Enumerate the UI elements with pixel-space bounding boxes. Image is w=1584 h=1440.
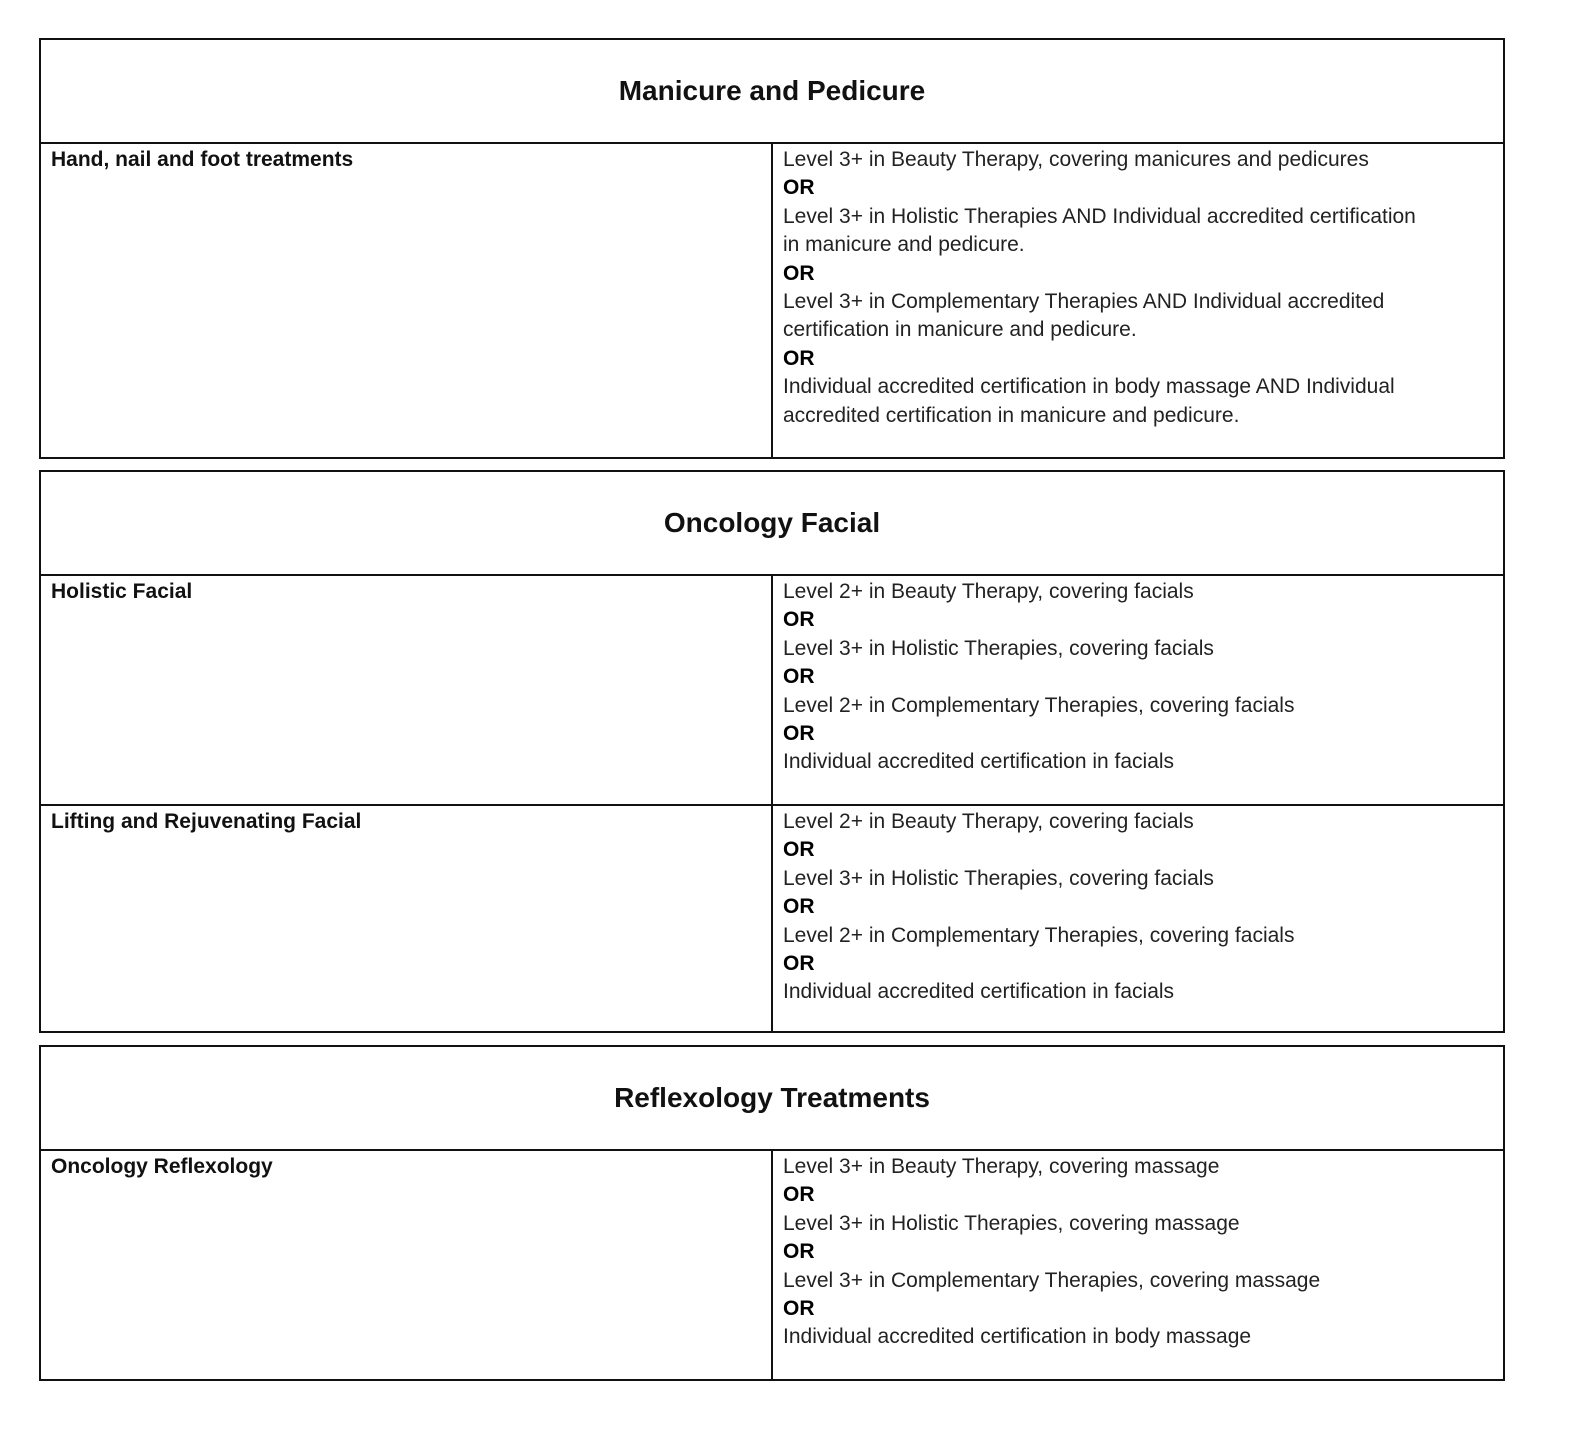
or-separator: OR (783, 952, 815, 976)
treatment-name: Holistic Facial (41, 576, 773, 804)
requirement-text: Level 2+ in Beauty Therapy, covering facials (783, 580, 1194, 603)
or-separator: OR (783, 261, 815, 285)
requirement-text: Level 3+ in Holistic Therapies, covering massage (783, 1211, 1240, 1235)
or-separator: OR (783, 1297, 815, 1321)
requirement-text: Level 3+ in Beauty Therapy, covering massage (783, 1155, 1220, 1178)
or-separator: OR (783, 665, 815, 689)
table-reflexology-treatments (39, 1045, 1505, 1381)
or-separator: OR (783, 1240, 815, 1264)
section-title: Reflexology Treatments (41, 1047, 1503, 1151)
requirement-text: Individual accredited certification in body massage AND Individual (783, 375, 1395, 399)
requirement-text: Level 2+ in Complementary Therapies, covering facials (783, 693, 1295, 717)
or-separator: OR (783, 1183, 815, 1207)
requirement-text: Level 3+ in Holistic Therapies, covering facials (783, 636, 1214, 660)
requirement-text: Level 3+ in Holistic Therapies AND Individual accredited certification (783, 204, 1416, 228)
requirement-text: Individual accredited certification in facials (783, 750, 1175, 774)
section-title: Manicure and Pedicure (41, 40, 1503, 144)
treatment-name: Hand, nail and foot treatments (41, 144, 773, 457)
requirement-text: Level 2+ in Complementary Therapies, covering facials (783, 923, 1295, 947)
requirement-text: Level 3+ in Holistic Therapies, covering facials (783, 866, 1214, 890)
treatment-name: Oncology Reflexology (41, 1151, 773, 1379)
table-row (41, 804, 1503, 1031)
treatment-name: Lifting and Rejuvenating Facial (41, 806, 773, 1031)
table-row (41, 576, 1503, 804)
or-separator: OR (783, 608, 815, 632)
requirement-text: Individual accredited certification in facials (783, 980, 1175, 1004)
requirements-cell (773, 1151, 1503, 1379)
table-row (41, 144, 1503, 457)
or-separator: OR (783, 176, 815, 200)
requirement-text: in manicure and pedicure. (783, 233, 1025, 257)
requirement-text: Individual accredited certification in body massage (783, 1325, 1252, 1349)
table-manicure-and-pedicure (39, 38, 1505, 459)
requirements-cell (773, 806, 1503, 1031)
or-separator: OR (783, 895, 815, 919)
requirement-text: Level 3+ in Beauty Therapy, covering manicures and pedicures (783, 148, 1369, 171)
section-title: Oncology Facial (41, 472, 1503, 576)
or-separator: OR (783, 346, 815, 370)
or-separator: OR (783, 722, 815, 746)
requirement-text: certification in manicure and pedicure. (783, 318, 1137, 342)
requirements-cell (773, 576, 1503, 804)
requirement-text: Level 3+ in Complementary Therapies, covering massage (783, 1268, 1321, 1292)
requirement-text: accredited certification in manicure and pedicure. (783, 403, 1240, 427)
table-row (41, 1151, 1503, 1379)
requirements-cell (773, 144, 1503, 457)
requirement-text: Level 3+ in Complementary Therapies AND Individual accredited (783, 290, 1385, 314)
table-oncology-facial (39, 470, 1505, 1033)
requirement-text: Level 2+ in Beauty Therapy, covering facials (783, 810, 1194, 833)
or-separator: OR (783, 838, 815, 862)
